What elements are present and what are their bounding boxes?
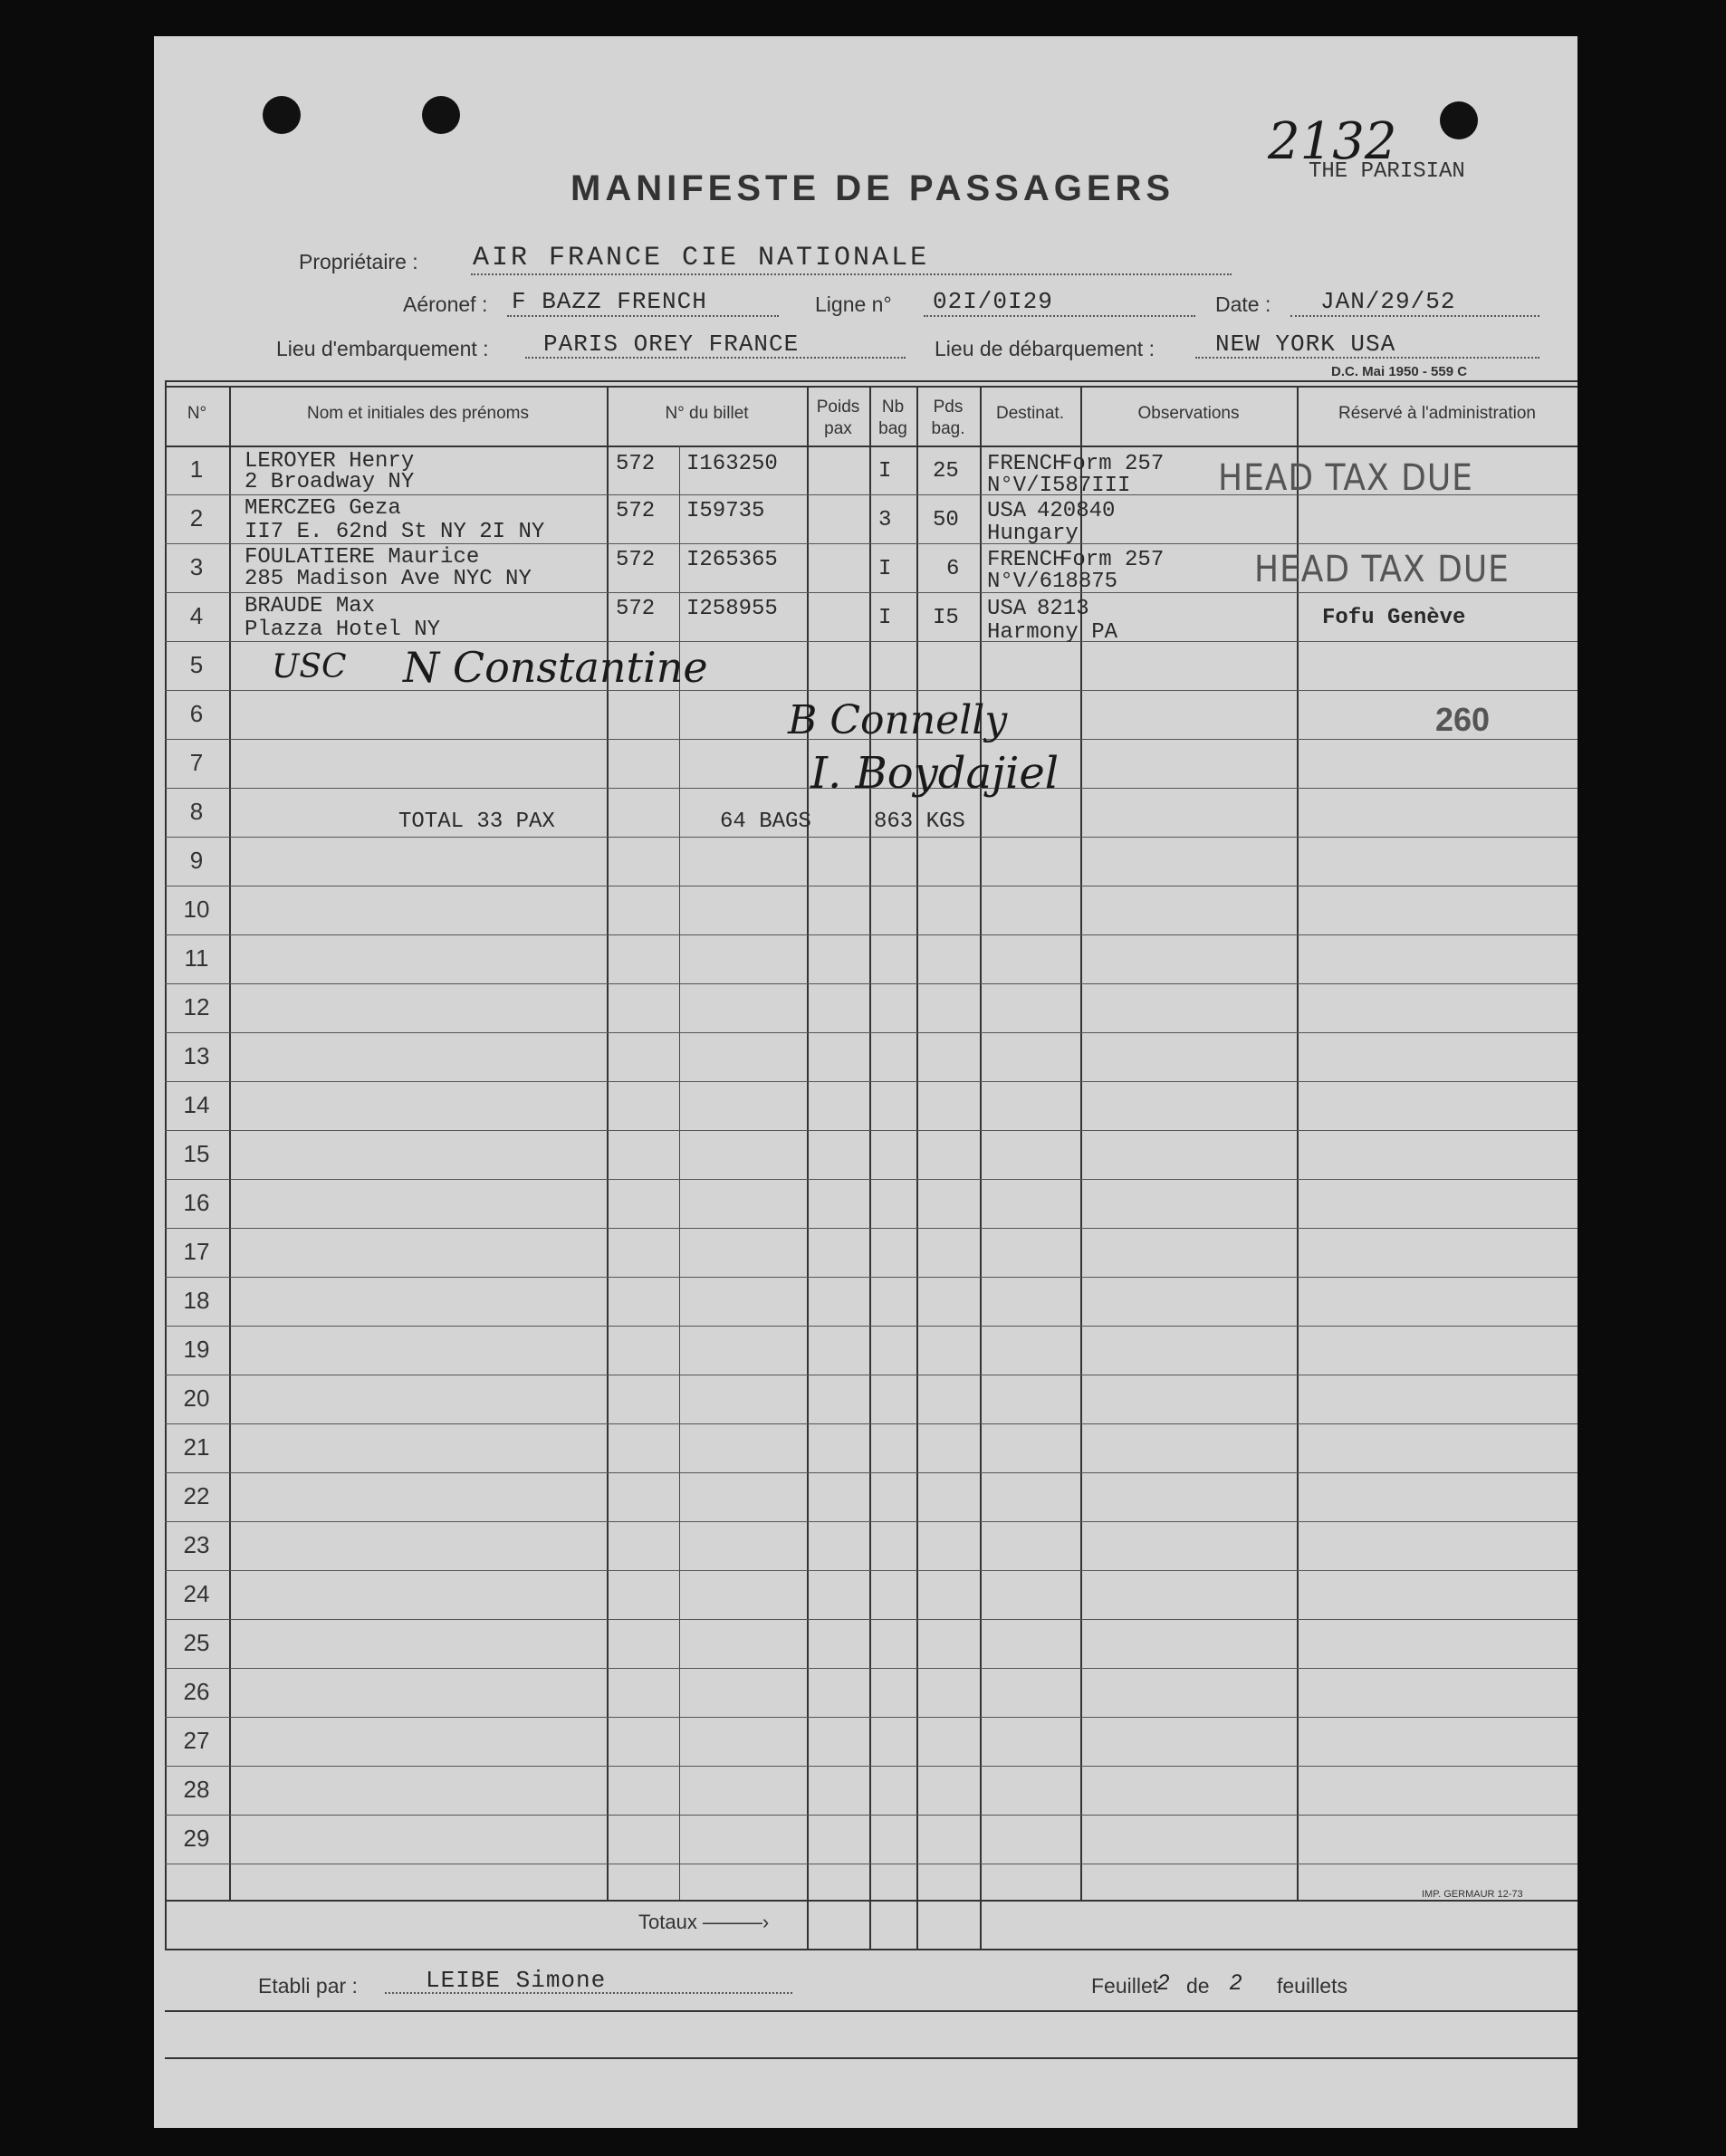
col-header-number: N° [187,404,207,423]
row-number: 19 [183,1336,210,1363]
col-header-bag-count: Nb bag [878,398,907,438]
row-number: 4 [189,602,204,629]
total-bags: 64 BAGS [720,810,811,834]
col-header-ticket: N° du billet [665,404,749,423]
row-number: 7 [189,749,204,776]
observation-line2: N°V/618875 [987,570,1118,594]
owner-underline [471,273,1232,275]
sheet-total: 2 [1230,1970,1242,1995]
observation: Form 257 [1060,548,1165,572]
destination: USA [987,499,1027,523]
passenger-name: FOULATIERE Maurice [245,545,480,570]
aircraft-underline [507,315,779,317]
bag-count: I [878,459,892,484]
row-number: 28 [183,1776,210,1803]
disembarkation-value: NEW YORK USA [1215,331,1396,358]
prepared-by-label: Etabli par : [258,1974,358,1998]
handwritten-note-usc: USC [272,648,347,685]
observation: 8213 [1037,597,1089,621]
passenger-name: BRAUDE Max [245,594,376,618]
row-number: 15 [183,1140,210,1167]
col-header-destination: Destinat. [996,404,1064,423]
passenger-address: Plazza Hotel NY [245,618,441,642]
observation-line2: Harmony PA [987,620,1118,645]
flight-name: THE PARISIAN [1309,159,1465,184]
passenger-address: 2 Broadway NY [245,470,415,494]
destination: FRENCH [987,452,1066,476]
punch-hole [1440,101,1478,139]
handwritten-signature: I. Boydajiel [810,748,1060,799]
administration-note: Fofu Genève [1322,606,1466,630]
ticket-number: I163250 [686,452,778,476]
row-number: 22 [183,1482,210,1509]
observation-line2: Hungary [987,522,1079,546]
aircraft-label: Aéronef : [403,292,488,316]
row-number: 3 [189,553,204,580]
row-number: 2 [189,504,204,532]
document-title: MANIFESTE DE PASSAGERS [571,168,1175,208]
bag-count: I [878,557,892,581]
sheet-number: 2 [1157,1970,1170,1995]
col-header-pax-weight: Poids pax [816,398,860,438]
row-number: 26 [183,1678,210,1705]
ticket-prefix: 572 [616,452,656,476]
embarkation-value: PARIS OREY FRANCE [543,331,800,358]
total-kgs: 863 KGS [874,810,965,834]
row-number: 6 [189,700,204,727]
row-number: 1 [189,455,204,483]
row-number: 27 [183,1727,210,1754]
owner-label: Propriétaire : [299,250,418,273]
line-value: 02I/0I29 [933,288,1053,315]
manifest-sheet [154,36,1577,2128]
ticket-prefix: 572 [616,499,656,523]
row-number: 16 [183,1189,210,1216]
col-header-bag-weight: Pds bag. [931,398,965,438]
tax-stamp: HEAD TAX DUE [1254,549,1510,590]
passenger-address: II7 E. 62nd St NY 2I NY [245,520,545,544]
date-value: JAN/29/52 [1320,288,1456,315]
embarkation-label: Lieu d'embarquement : [276,337,489,360]
line-underline [924,315,1195,317]
disembarkation-underline [1195,357,1539,359]
date-label: Date : [1215,292,1271,316]
ticket-number: I258955 [686,597,778,621]
bag-weight: 6 [946,557,960,581]
prepared-by-underline [385,1992,792,1994]
row-number: 29 [183,1825,210,1852]
row-number: 13 [183,1042,210,1069]
row-number: 5 [189,651,204,678]
line-label: Ligne n° [815,292,892,316]
bag-weight: 25 [933,459,959,484]
observation: Form 257 [1060,452,1165,476]
sheet-label: Feuillet [1091,1974,1159,1998]
bag-weight: 50 [933,508,959,532]
row-number: 20 [183,1385,210,1412]
handwritten-signature: B Connelly [788,697,1008,743]
row-number: 23 [183,1531,210,1558]
row-number: 12 [183,993,210,1021]
embarkation-underline [525,357,906,359]
printer-mark: IMP. GERMAUR 12-73 [1422,1889,1523,1900]
row-number: 9 [189,847,204,874]
bag-count: 3 [878,508,892,532]
col-header-administration: Réservé à l'administration [1338,404,1536,423]
row-number: 11 [184,944,209,972]
total-pax: TOTAL 33 PAX [398,810,555,834]
destination: FRENCH [987,548,1066,572]
tax-stamp: HEAD TAX DUE [1218,457,1473,499]
col-header-observations: Observations [1137,404,1240,423]
bag-weight: I5 [933,606,959,630]
row-number: 25 [183,1629,210,1656]
punch-hole [263,96,301,134]
disembarkation-label: Lieu de débarquement : [935,337,1155,360]
totals-label: Totaux ———› [638,1911,770,1933]
passenger-address: 285 Madison Ave NYC NY [245,567,532,591]
destination: USA [987,597,1027,621]
handwritten-signature: N Constantine [403,643,708,692]
aircraft-value: F BAZZ FRENCH [512,288,707,315]
passenger-name: MERCZEG Geza [245,496,401,521]
ticket-number: I59735 [686,499,765,523]
row-number: 18 [183,1287,210,1314]
row-number: 17 [183,1238,210,1265]
passenger-name: LEROYER Henry [245,449,415,474]
row-number: 14 [183,1091,210,1118]
observation-line2: N°V/I587III [987,474,1131,498]
sheets-label: feuillets [1277,1974,1347,1998]
administration-stamp-number: 260 [1435,701,1491,738]
handwritten-page-number: 2132 [1268,112,1397,171]
sheet-of-label: de [1186,1974,1210,1998]
row-number: 8 [189,798,204,825]
row-number: 10 [183,896,210,923]
observation: 420840 [1037,499,1116,523]
punch-hole [422,96,460,134]
prepared-by-value: LEIBE Simone [426,1967,607,1994]
ticket-prefix: 572 [616,597,656,621]
bag-count: I [878,606,892,630]
ticket-prefix: 572 [616,548,656,572]
form-code: D.C. Mai 1950 - 559 C [1331,364,1468,379]
ticket-number: I265365 [686,548,778,572]
row-number: 24 [183,1580,210,1607]
date-underline [1290,315,1539,317]
row-number: 21 [183,1433,210,1461]
col-header-name: Nom et initiales des prénoms [307,404,529,423]
owner-value: AIR FRANCE CIE NATIONALE [473,243,930,273]
